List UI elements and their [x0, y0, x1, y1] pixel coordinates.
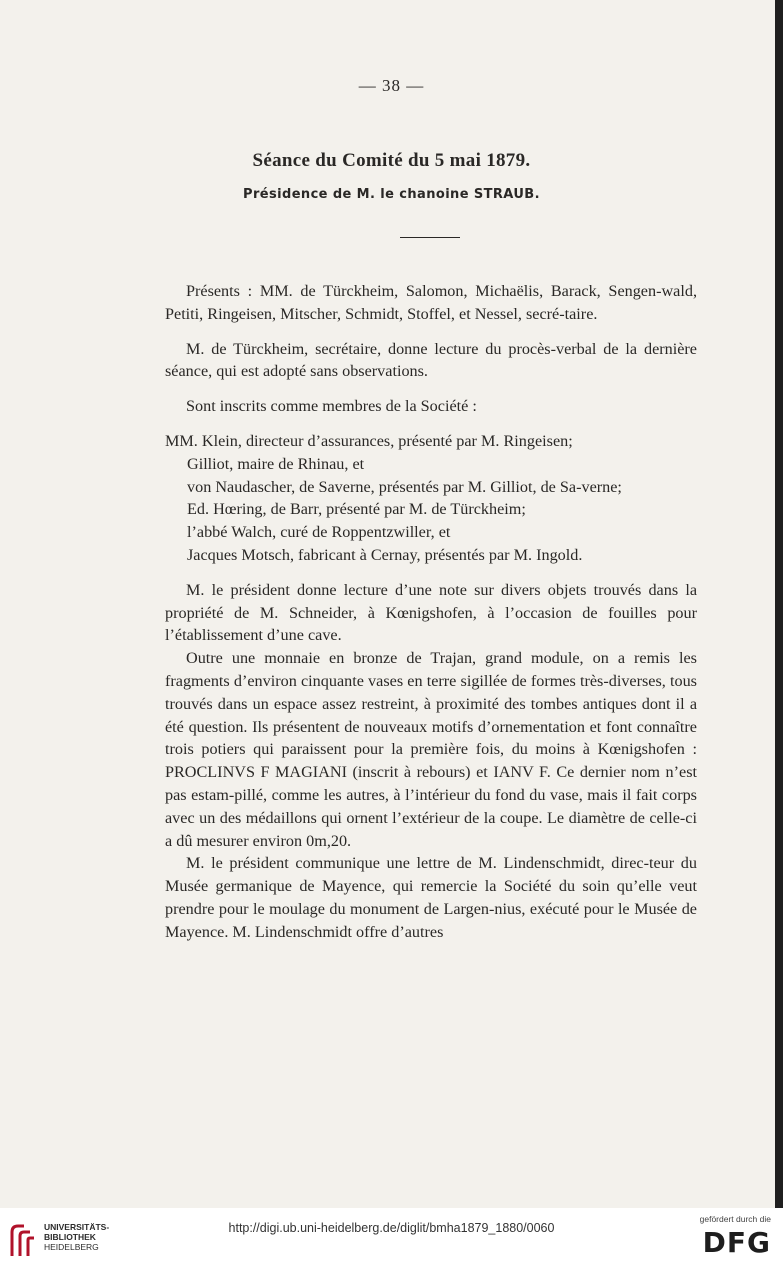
page-number: — 38 — — [358, 76, 425, 95]
member-entry: Jacques Motsch, fabricant à Cernay, présentés par M. Ingold. — [187, 545, 583, 564]
paragraph-minutes: M. de Türckheim, secrétaire, donne lecture du procès-verbal de la dernière séance, qui est adopté sans observations. — [165, 339, 697, 381]
digitization-footer — [0, 1208, 783, 1265]
member-list — [165, 430, 697, 567]
member-entry: MM. Klein, directeur d’assurances, présenté par M. Ringeisen; — [165, 431, 573, 450]
session-title: Séance du Comité du 5 mai 1879. — [252, 150, 531, 171]
body-text — [165, 280, 697, 944]
member-entry: Ed. Hœring, de Barr, présenté par M. de Türckheim; — [187, 500, 526, 519]
library-name-line: UNIVERSITÄTS- — [44, 1222, 110, 1232]
presidency-subtitle: Présidence de M. le chanoine STRAUB. — [243, 187, 540, 202]
title-rule — [400, 237, 460, 238]
funding-caption: gefördert durch die — [699, 1214, 771, 1224]
permalink-url[interactable]: http://digi.ub.uni-heidelberg.de/diglit/bmha1879_1880/0060 — [228, 1221, 555, 1235]
paragraph-objects: M. le président donne lecture d’une note sur divers objets trouvés dans la propriété de M. Schneider, à Kœnigshofen, à l’occasion de fouilles pour l’établissement d’une cave. — [165, 580, 697, 645]
paragraph-findings: Outre une monnaie en bronze de Trajan, grand module, on a remis les fragments d’environ cinquante vases en terre sigillée de formes très-diverses, tous trouvés dans un espace assez restreint, à proximité des tombes antiques dont il a été question. Ils présentent de nouveaux motifs d’ornementation et font connaître trois potiers qui paraissent pour la première fois, du moins à Kœnigshofen : PROCLINVS F MAGIANI (inscrit à rebours) et IANV F. Ce dernier nom n’est pas estam-pillé, comme les autres, à l’intérieur du fond du vase, mais il fait corps avec un des médaillons qui ornent l’extérieur de la coupe. Le diamètre de celle-ci a dû mesurer environ 0m,20. — [165, 649, 697, 850]
member-entry: Gilliot, maire de Rhinau, et — [187, 454, 365, 473]
member-entry: l’abbé Walch, curé de Roppentzwiller, et — [187, 523, 451, 542]
paragraph-new-members: Sont inscrits comme membres de la Société : — [186, 397, 477, 416]
library-name-line: HEIDELBERG — [44, 1242, 99, 1252]
paragraph-letter: M. le président communique une lettre de M. Lindenschmidt, direc-teur du Musée germanique de Mayence, qui remercie la Société du soin qu’elle veut prendre pour le moulage du monument de Largen-nius, exécuté pour le Musée de Mayence. M. Lindenschmidt offre d’autres — [165, 854, 697, 941]
paragraph-attendees: Présents : MM. de Türckheim, Salomon, Michaëlis, Barack, Sengen-wald, Petiti, Ringeisen, Mitscher, Schmidt, Stoffel, et Nessel, secré-taire. — [165, 282, 697, 323]
member-entry: von Naudascher, de Saverne, présentés par M. Gilliot, de Sa-verne; — [187, 477, 622, 496]
dfg-logo: DFG — [702, 1226, 771, 1259]
library-name-line: BIBLIOTHEK — [44, 1232, 96, 1242]
